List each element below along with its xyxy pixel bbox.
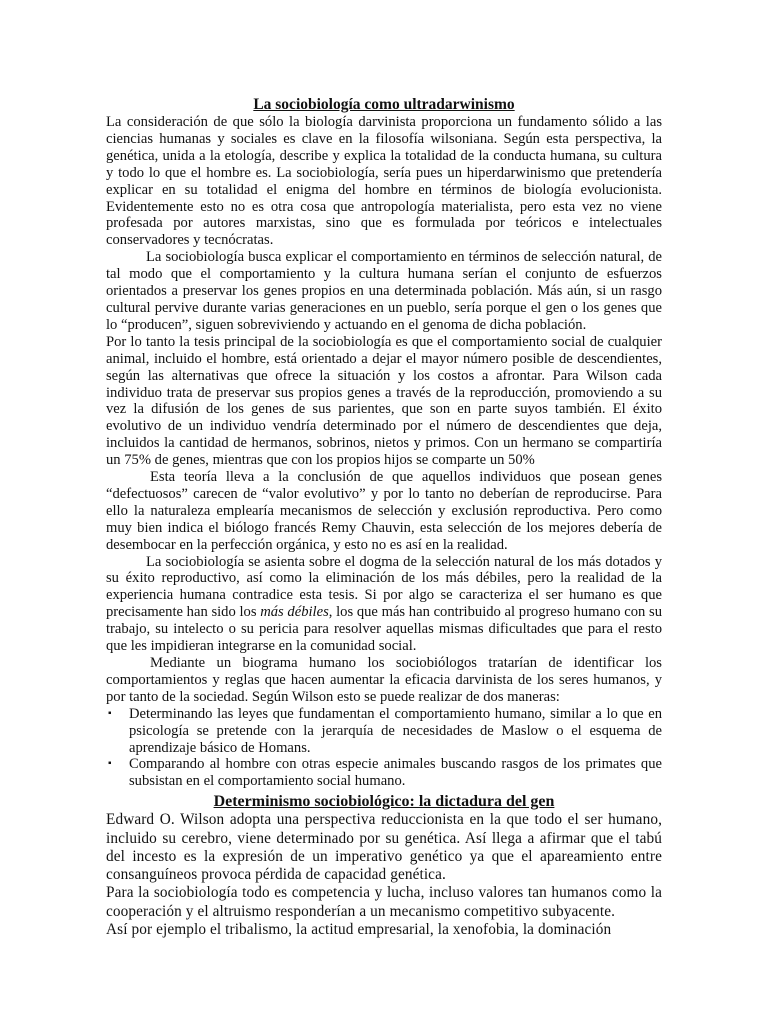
section-title: La sociobiología como ultradarwinismo — [253, 96, 515, 113]
emphasis-text: más débiles — [260, 604, 329, 621]
list-item — [106, 706, 662, 757]
paragraph-text: , los que más han contribuido al progreso humano con su trabajo, su intelecto o su pericia para resolver aquellas mismas dificultades que para el resto que les impidieran integrarse en la comunidad social. — [106, 604, 662, 655]
paragraph: La consideración de que sólo la biología darvinista proporciona un fundamento sólido a las ciencias humanas y sociales es clave en la filosofía wilsoniana. Según esta perspectiva, la genética, unida a la etología, describe y explica la totalidad de la conducta humana, su cultura y todo lo que el hombre es. La sociobiología, sería pues un hiperdarwinismo que pretendería explicar en su totalidad el enigma del hombre en términos de biología evolucionista. Evidentemente esto no es otra cosa que antropología materialista, pero esta vez no viene profesada por autores marxistas, sino que es formulada por teóricos e intelectuales conservadores y tecnócratas. — [106, 114, 662, 249]
paragraph: Esta teoría lleva a la conclusión de que aquellos individuos que posean genes “defectuosos” carecen de “valor evolutivo” y por lo tanto no deberían de reproducirse. Para ello la naturaleza emplearía mecanismos de selección y exclusión reproductiva. Pero como muy bien indica el biólogo francés Remy Chauvin, esta selección de los mejores debería de desembocar en la perfección orgánica, y esto no es así en la realidad. — [106, 469, 662, 553]
paragraph-text: La sociobiología se asienta sobre el dogma de la selección natural de los más dotados y su éxito reproductivo, así como la eliminación de los más débiles, pero la realidad de la experiencia humana contradice esta tesis. Si por algo se caracteriza el ser humano es que precisamente han sido los — [106, 553, 662, 621]
document-page — [106, 96, 662, 939]
paragraph: Para la sociobiología todo es competencia y lucha, incluso valores tan humanos como la cooperación y el altruismo responderían a un mecanismo competitivo subyacente. — [106, 884, 662, 920]
paragraph: Mediante un biograma humano los sociobiólogos tratarían de identificar los comportamientos y reglas que hacen aumentar la eficacia darvinista de los seres humanos, y por tanto de la sociedad. Según Wilson esto se puede realizar de dos maneras: — [106, 655, 662, 705]
paragraph: La sociobiología busca explicar el comportamiento en términos de selección natural, de tal modo que el comportamiento y la cultura humana serían el conjunto de esfuerzos orientados a preservar los genes propios en una determinada población. Más aún, si un rasgo cultural pervive durante varias generaciones en un pueblo, sería porque el gen o los genes que lo “producen”, siguen sobreviviendo y actuando en el genoma de dicha población. — [106, 249, 662, 333]
list-item-text: Comparando al hombre con otras especie animales buscando rasgos de los primates que subsistan en el comportamiento social humano. — [129, 756, 662, 790]
paragraph — [106, 554, 662, 655]
section-ultradarwinismo — [106, 96, 662, 790]
paragraph: Edward O. Wilson adopta una perspectiva reduccionista en la que todo el ser humano, incluido su cerebro, viene determinado por su genética. Así llega a afirmar que el tabú del incesto es la expresión de un imperativo genético ya que el apareamiento entre consanguíneos provoca pérdida de capacidad genética. — [106, 811, 662, 884]
bullet-list — [106, 706, 662, 791]
list-item — [106, 756, 662, 790]
paragraph: Por lo tanto la tesis principal de la sociobiología es que el comportamiento social de cualquier animal, incluido el hombre, está orientado a dejar el mayor número posible de descendientes, según las alternativas que ofrece la situación y los costos a afrontar. Para Wilson cada individuo trata de preservar sus propios genes a través de la reproducción, promoviendo a su vez la difusión de los genes de sus parientes, que son en parte suyos también. El éxito evolutivo de un individuo vendría determinado por el número de descendientes que deja, incluidos la cantidad de hermanos, sobrinos, nietos y primos. Con un hermano se compartiría un 75% de genes, mientras que con los propios hijos se comparte un 50% — [106, 333, 662, 469]
list-item-text: Determinando las leyes que fundamentan el comportamiento humano, similar a lo que en psicología se pretende con la jerarquía de necesidades de Maslow o el esquema de aprendizaje básico de Homans. — [129, 705, 662, 756]
paragraph: Así por ejemplo el tribalismo, la actitud empresarial, la xenofobia, la dominación — [106, 921, 612, 939]
bullet-icon: ▪ — [108, 758, 112, 770]
section-determinismo — [106, 793, 662, 939]
bullet-icon: ▪ — [108, 707, 112, 719]
section-title: Determinismo sociobiológico: la dictadura del gen — [213, 793, 555, 811]
